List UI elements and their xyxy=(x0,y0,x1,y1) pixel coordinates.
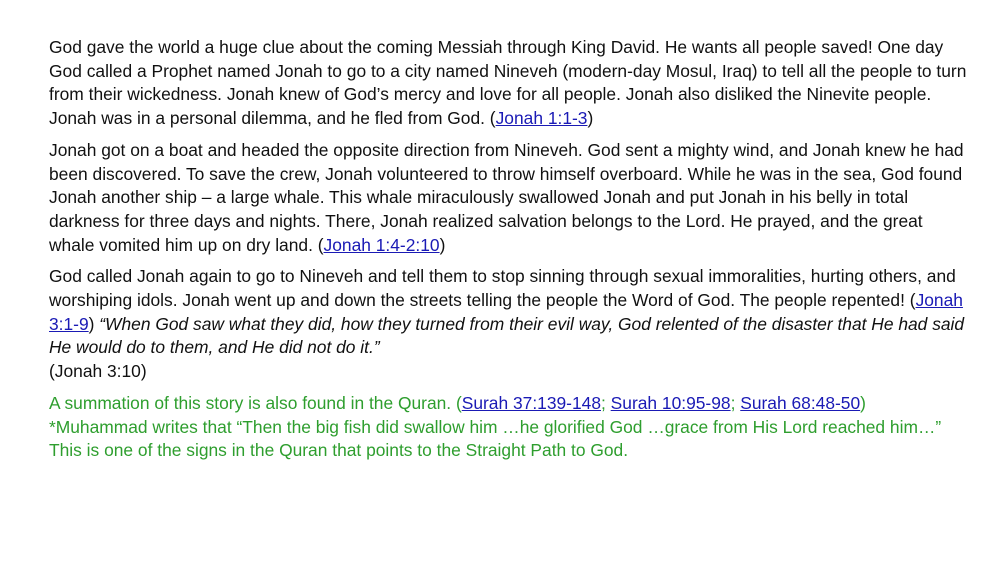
paren-close: ) xyxy=(439,234,446,255)
paren-close: ) xyxy=(88,313,100,334)
paragraph-quran-summation xyxy=(49,392,969,463)
scripture-link-jonah-1-1-3[interactable]: Jonah 1:1-3 xyxy=(495,108,588,129)
quote-citation: (Jonah 3:10) xyxy=(49,361,147,382)
link-separator: ; xyxy=(730,392,741,413)
paragraph-text: God gave the world a huge clue about the coming Messiah through King David. He wants all people saved! One day God called a Prophet named Jonah to go to a city named Nineveh (modern-day Mosul, Iraq) to tell all the people to turn from their wickedness. Jonah knew of God’s mercy and love for all people. Jonah also disliked the Ninevite people. Jonah was in a personal dilemma, and he fled from God. ( xyxy=(49,37,967,129)
link-separator: ; xyxy=(601,392,611,413)
paragraph-text: God called Jonah again to go to Nineveh and tell them to stop sinning through sexual immoralities, hurting others, and worshiping idols. Jonah went up and down the streets telling the people the Word of God. The people repented! ( xyxy=(49,266,956,311)
slide-content xyxy=(49,36,969,471)
paragraph-jonah-whale xyxy=(49,139,969,258)
surah-link-68[interactable]: Surah 68:48-50 xyxy=(740,392,861,413)
surah-link-37[interactable]: Surah 37:139-148 xyxy=(461,392,601,413)
paragraph-jonah-calling xyxy=(49,36,969,131)
paren-close: ) xyxy=(860,392,866,413)
muhammad-note: *Muhammad writes that “Then the big fish did swallow him …he glorified God …grace from His Lord reached him…” This is one of the signs in the Quran that points to the Straight Path to God. xyxy=(49,416,956,461)
paragraph-nineveh-repents xyxy=(49,265,969,384)
surah-link-10[interactable]: Surah 10:95-98 xyxy=(610,392,731,413)
paren-close: ) xyxy=(587,108,594,129)
paragraph-text: A summation of this story is also found in the Quran. ( xyxy=(49,392,462,413)
paragraph-text: Jonah got on a boat and headed the opposite direction from Nineveh. God sent a mighty wind, and Jonah knew he had been discovered. To save the crew, Jonah volunteered to throw himself overboard. While he was in the sea, God found Jonah another ship – a large whale. This whale miraculously swallowed Jonah and put Jonah in his belly in total darkness for three days and nights. There, Jonah realized salvation belongs to the Lord. He prayed, and the great whale vomited him up on dry land. ( xyxy=(49,139,964,255)
scripture-quote: “When God saw what they did, how they turned from their evil way, God relented of the disaster that He had said He would do to them, and He did not do it.” xyxy=(49,313,965,358)
scripture-link-jonah-3-1-9[interactable]: Jonah 3:1-9 xyxy=(49,290,963,334)
scripture-link-jonah-1-4-2-10[interactable]: Jonah 1:4-2:10 xyxy=(323,234,440,255)
